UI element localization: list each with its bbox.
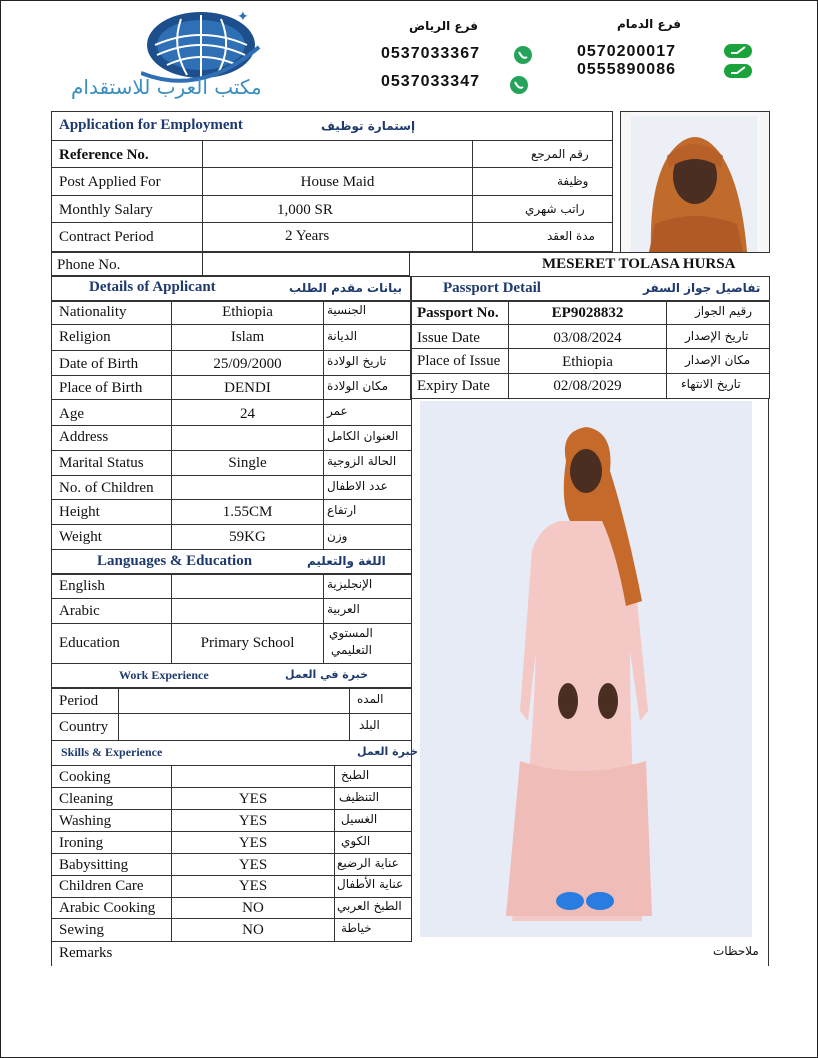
babysitting-label: Babysitting (59, 857, 129, 873)
height-label-ar: ارتفاع (327, 503, 357, 517)
riyadh-phone-1[interactable]: 0537033367 (381, 45, 480, 62)
globe-logo-icon (141, 7, 261, 85)
arabic-cooking-label-ar: الطبخ العربي (337, 899, 402, 913)
place-of-issue-value[interactable]: Ethiopia (562, 354, 613, 370)
phone-icon (723, 41, 753, 61)
expiry-date-label-ar: تاريخ الانتهاء (681, 377, 741, 391)
washing-value[interactable]: YES (238, 813, 268, 829)
washing-label-ar: الغسيل (341, 812, 378, 826)
dob-value[interactable]: 25/09/2000 (213, 356, 282, 372)
cleaning-value[interactable]: YES (238, 791, 268, 807)
whatsapp-icon (513, 45, 533, 65)
babysitting-label-ar: عناية الرضيع (337, 856, 399, 870)
form-title-en: Application for Employment (59, 117, 243, 133)
post-applied-value[interactable]: House Maid (300, 174, 375, 190)
passport-heading-ar: تفاصيل جواز السفر (643, 281, 761, 295)
sewing-value[interactable]: NO (242, 922, 264, 938)
applicant-heading-ar: بيانات مقدم الطلب (289, 281, 403, 295)
form-title-ar: إستمارة توظيف (321, 119, 416, 133)
education-label-ar-1: المستوي (329, 626, 373, 640)
applicant-full-body-image (420, 401, 752, 937)
contract-period-label-ar: مدة العقد (547, 229, 595, 243)
dob-label-ar: تاريخ الولادة (327, 354, 387, 368)
contract-period-label: Contract Period (59, 229, 154, 245)
marital-status-label-ar: الحالة الزوجية (327, 454, 397, 468)
education-label-ar-2: التعليمي (331, 643, 372, 657)
issue-date-label: Issue Date (417, 330, 480, 346)
applicant-portrait-image (621, 112, 769, 252)
arabic-cooking-value[interactable]: NO (242, 900, 264, 916)
arabic-label: Arabic (59, 603, 100, 619)
education-value[interactable]: Primary School (200, 635, 295, 651)
dammam-phone-1[interactable]: 0570200017 (577, 43, 676, 60)
nationality-value[interactable]: Ethiopia (222, 304, 273, 320)
dob-label: Date of Birth (59, 356, 139, 372)
skills-heading-en: Skills & Experience (61, 745, 163, 759)
ironing-value[interactable]: YES (238, 835, 268, 851)
whatsapp-icon (509, 75, 529, 95)
marital-status-label: Marital Status (59, 455, 144, 471)
sewing-label-ar: خياطة (341, 921, 372, 935)
arabic-label-ar: العربية (327, 602, 360, 616)
english-label: English (59, 578, 105, 594)
country-label-ar: البلد (359, 718, 380, 732)
weight-label: Weight (59, 529, 102, 545)
passport-no-label-ar: رقيم الجواز (695, 304, 753, 318)
cooking-label: Cooking (59, 769, 111, 785)
weight-label-ar: وزن (327, 529, 348, 543)
children-care-label: Children Care (59, 878, 144, 894)
ironing-label-ar: الكوي (341, 834, 371, 848)
applicant-name: MESERET TOLASA HURSA (542, 256, 736, 272)
place-of-issue-label: Place of Issue (417, 353, 501, 369)
arabic-cooking-label: Arabic Cooking (59, 900, 156, 916)
portrait-photo-frame (620, 111, 770, 253)
age-label: Age (59, 406, 84, 422)
place-of-birth-label-ar: مكان الولادة (327, 379, 389, 393)
address-label: Address (59, 429, 109, 445)
phone-icon (723, 61, 753, 81)
passport-no-label: Passport No. (417, 305, 499, 321)
post-applied-label-ar: وظيفة (557, 174, 589, 188)
nationality-label-ar: الجنسية (327, 303, 367, 317)
office-name: مكتب العرب للاستقدام (71, 75, 262, 99)
education-label: Education (59, 635, 120, 651)
remarks-label: Remarks (59, 945, 113, 961)
age-value[interactable]: 24 (240, 406, 255, 422)
contract-period-value[interactable]: 2 Years (285, 228, 330, 244)
work-heading-ar: خبرة في العمل (285, 668, 369, 681)
full-body-photo (420, 401, 752, 937)
applicant-heading-en: Details of Applicant (89, 279, 216, 295)
reference-label: Reference No. (59, 147, 149, 163)
issue-date-label-ar: تاريخ الإصدار (685, 329, 749, 343)
period-label-ar: المده (357, 692, 384, 706)
place-of-birth-value[interactable]: DENDI (224, 380, 271, 396)
riyadh-branch-label: فرع الرياض (409, 19, 478, 33)
cooking-label-ar: الطبخ (341, 768, 370, 782)
period-label: Period (59, 693, 99, 709)
children-care-label-ar: عناية الأطفال (337, 877, 404, 891)
marital-status-value[interactable]: Single (228, 455, 267, 471)
place-of-issue-label-ar: مكان الإصدار (685, 353, 751, 367)
sewing-label: Sewing (59, 922, 104, 938)
babysitting-value[interactable]: YES (238, 857, 268, 873)
expiry-date-label: Expiry Date (417, 378, 490, 394)
children-care-value[interactable]: YES (238, 878, 268, 894)
monthly-salary-value[interactable]: 1,000 SR (277, 202, 333, 218)
place-of-birth-label: Place of Birth (59, 380, 143, 396)
religion-label: Religion (59, 329, 111, 345)
religion-value[interactable]: Islam (230, 329, 265, 345)
weight-value[interactable]: 59KG (229, 529, 266, 545)
issue-date-value[interactable]: 03/08/2024 (553, 330, 622, 346)
reference-label-ar: رقم المرجع (531, 147, 589, 161)
languages-heading-en: Languages & Education (97, 553, 253, 569)
cleaning-label-ar: التنظيف (339, 790, 380, 804)
riyadh-phone-2[interactable]: 0537033347 (381, 73, 480, 90)
children-label-ar: عدد الاطفال (327, 479, 388, 493)
height-value[interactable]: 1.55CM (222, 504, 273, 520)
phone-label: Phone No. (57, 257, 121, 273)
svg-text:✦: ✦ (237, 10, 249, 25)
work-heading-en: Work Experience (119, 668, 209, 682)
remarks-label-ar: ملاحظات (713, 944, 759, 958)
address-label-ar: العنوان الكامل (327, 429, 399, 443)
country-label: Country (59, 719, 109, 735)
english-label-ar: الإنجليزية (327, 577, 373, 591)
monthly-salary-label: Monthly Salary (59, 202, 153, 218)
children-label: No. of Children (59, 480, 154, 496)
nationality-label: Nationality (59, 304, 127, 320)
expiry-date-value[interactable]: 02/08/2029 (553, 378, 622, 394)
ironing-label: Ironing (59, 835, 104, 851)
post-applied-label: Post Applied For (59, 174, 161, 190)
washing-label: Washing (59, 813, 112, 829)
cleaning-label: Cleaning (59, 791, 114, 807)
languages-heading-ar: اللغة والتعليم (307, 554, 386, 568)
height-label: Height (59, 504, 100, 520)
dammam-branch-label: فرع الدمام (617, 17, 681, 31)
age-label-ar: عمر (327, 404, 348, 418)
passport-heading-en: Passport Detail (443, 280, 541, 296)
skills-heading-ar: خبرة العمل (357, 745, 418, 758)
dammam-phone-2[interactable]: 0555890086 (577, 61, 676, 78)
passport-no-value[interactable]: EP9028832 (551, 305, 624, 321)
monthly-salary-label-ar: راتب شهري (525, 202, 585, 216)
religion-label-ar: الديانة (327, 329, 358, 343)
